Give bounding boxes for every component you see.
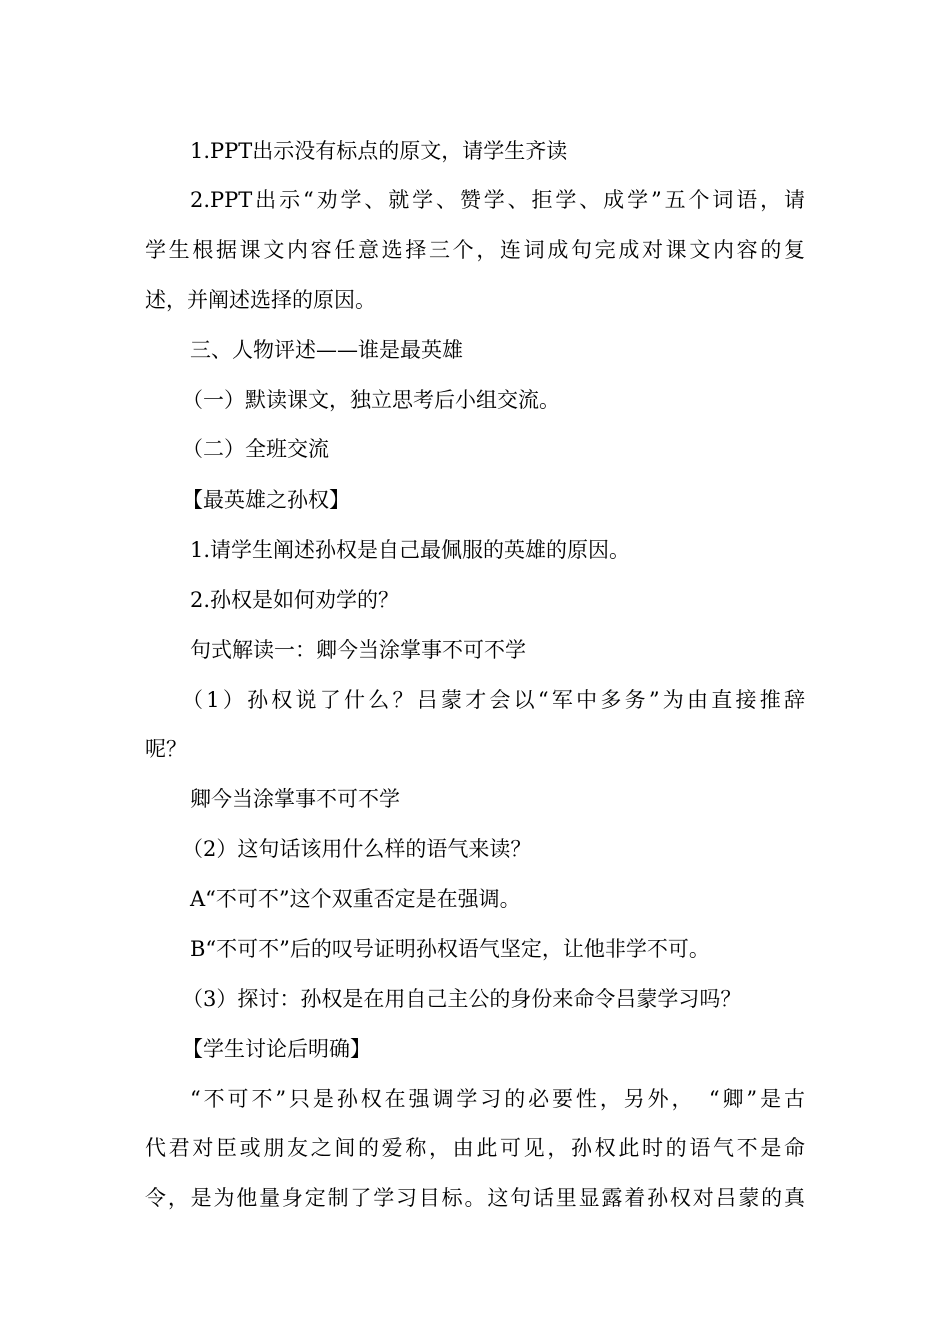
- paragraph-line-7: （二）全班交流: [182, 437, 329, 461]
- paragraph-line-10: 2.孙权是如何劝学的？: [190, 588, 400, 612]
- paragraph-line-15: （2）这句话该用什么样的语气来读？: [182, 837, 532, 861]
- paragraph-line-22: 令，是为他量身定制了学习目标。这句话里显露着孙权对吕蒙的真: [145, 1186, 805, 1210]
- paragraph-line-2: 2.PPT出示“劝学、就学、赞学、拒学、成学”五个词语，请: [190, 188, 805, 212]
- paragraph-line-14: 卿今当涂掌事不可不学: [190, 787, 400, 811]
- paragraph-line-19: 【学生讨论后明确】: [182, 1037, 371, 1061]
- paragraph-line-1: 1.PPT出示没有标点的原文，请学生齐读: [190, 139, 568, 163]
- subsection-heading: 【最英雄之孙权】: [182, 488, 350, 512]
- paragraph-line-9: 1.请学生阐述孙权是自己最佩服的英雄的原因。: [190, 538, 631, 562]
- paragraph-line-6: （一）默读课文，独立思考后小组交流。: [182, 388, 560, 412]
- paragraph-line-3: 学生根据课文内容任意选择三个，连词成句完成对课文内容的复: [145, 238, 805, 262]
- paragraph-line-11: 句式解读一：卿今当涂掌事不可不学: [190, 638, 526, 662]
- paragraph-line-13: 呢？: [145, 737, 187, 761]
- paragraph-line-16: A“不可不”这个双重否定是在强调。: [190, 887, 521, 911]
- paragraph-line-4: 述，并阐述选择的原因。: [145, 288, 376, 312]
- paragraph-line-18: （3）探讨：孙权是在用自己主公的身份来命令吕蒙学习吗？: [182, 987, 742, 1011]
- paragraph-line-20: “不可不”只是孙权在强调学习的必要性，另外， “卿”是古: [190, 1087, 805, 1111]
- section-heading: 三、人物评述——谁是最英雄: [190, 338, 463, 362]
- paragraph-line-12: （1）孙权说了什么？吕蒙才会以“军中多务”为由直接推辞: [182, 688, 805, 712]
- paragraph-line-21: 代君对臣或朋友之间的爱称，由此可见，孙权此时的语气不是命: [145, 1136, 805, 1160]
- paragraph-line-17: B“不可不”后的叹号证明孙权语气坚定，让他非学不可。: [190, 937, 710, 961]
